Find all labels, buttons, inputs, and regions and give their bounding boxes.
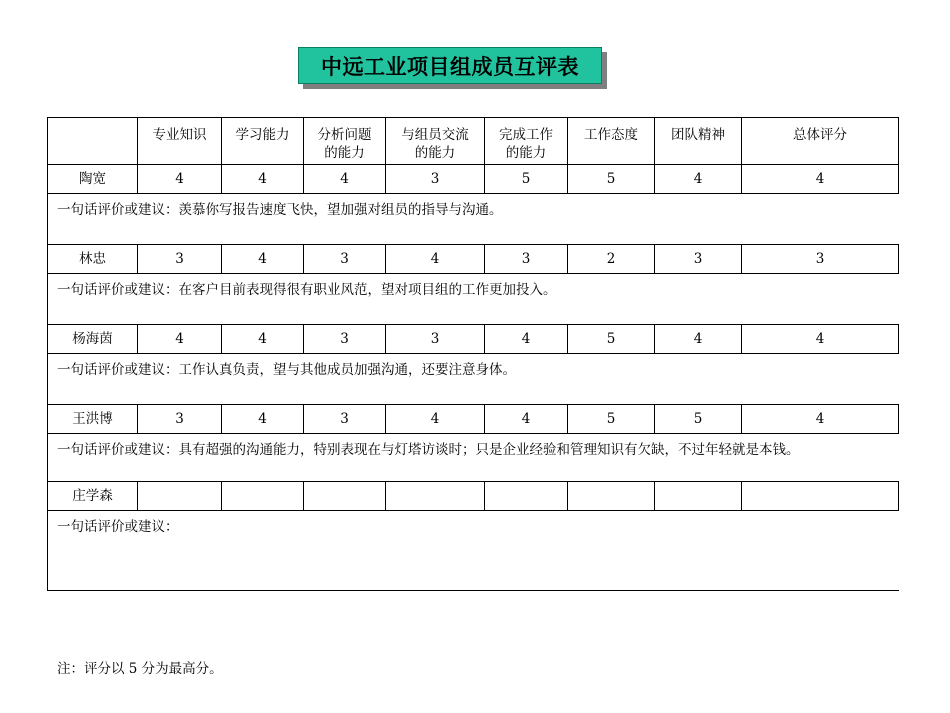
header-cell: 团队精神 (655, 118, 742, 165)
score-cell: 5 (568, 165, 655, 194)
score-cell: 5 (568, 405, 655, 434)
member-name: 陶宽 (48, 165, 138, 194)
score-cell (485, 482, 568, 511)
comment-text: 在客户目前表现得很有职业风范，望对项目组的工作更加投入。 (178, 282, 557, 298)
score-cell: 4 (304, 165, 386, 194)
score-cell (138, 482, 222, 511)
comment-text: 羡慕你写报告速度飞快，望加强对组员的指导与沟通。 (178, 202, 503, 218)
score-cell: 4 (485, 325, 568, 354)
score-cell: 3 (304, 325, 386, 354)
header-cell: 总体评分 (742, 118, 899, 165)
header-cell: 专业知识 (138, 118, 222, 165)
comment-label: 一句话评价或建议： (57, 442, 179, 458)
comment-label: 一句话评价或建议： (57, 202, 179, 218)
member-score-row (48, 405, 899, 434)
score-cell: 3 (655, 245, 742, 274)
score-cell: 4 (742, 325, 899, 354)
score-cell (655, 482, 742, 511)
score-cell: 5 (485, 165, 568, 194)
member-comment-row (48, 274, 899, 325)
score-cell: 4 (222, 325, 304, 354)
header-cell: 工作态度 (568, 118, 655, 165)
score-cell: 3 (138, 405, 222, 434)
member-name: 庄学森 (48, 482, 138, 511)
score-cell: 3 (386, 325, 485, 354)
score-cell: 4 (222, 405, 304, 434)
evaluation-table (47, 117, 899, 591)
score-cell: 3 (304, 245, 386, 274)
comment-cell (48, 194, 899, 245)
score-cell: 4 (742, 165, 899, 194)
header-row (48, 118, 899, 165)
comment-cell (48, 434, 899, 482)
score-cell: 3 (742, 245, 899, 274)
comment-text: 工作认真负责，望与其他成员加强沟通，还要注意身体。 (178, 362, 516, 378)
member-comment-row (48, 354, 899, 405)
member-comment-row (48, 194, 899, 245)
member-name: 林忠 (48, 245, 138, 274)
score-cell: 4 (742, 405, 899, 434)
member-score-row (48, 245, 899, 274)
score-cell: 3 (138, 245, 222, 274)
comment-text: 具有超强的沟通能力，特别表现在与灯塔访谈时；只是企业经验和管理知识有欠缺，不过年轻就是本钱。 (178, 442, 800, 458)
score-cell: 4 (655, 165, 742, 194)
score-cell: 3 (304, 405, 386, 434)
score-cell: 3 (485, 245, 568, 274)
score-cell: 4 (138, 165, 222, 194)
score-cell: 4 (138, 325, 222, 354)
header-cell: 完成工作 的能力 (485, 118, 568, 165)
footnote: 注：评分以 5 分为最高分。 (57, 661, 223, 677)
score-cell: 4 (655, 325, 742, 354)
header-cell: 学习能力 (222, 118, 304, 165)
page-title: 中远工业项目组成员互评表 (298, 47, 602, 84)
comment-cell (48, 354, 899, 405)
score-cell: 2 (568, 245, 655, 274)
comment-cell (48, 511, 899, 591)
score-cell: 4 (222, 245, 304, 274)
score-cell (304, 482, 386, 511)
score-cell: 4 (485, 405, 568, 434)
member-name: 杨海茵 (48, 325, 138, 354)
member-score-row (48, 325, 899, 354)
score-cell: 4 (222, 165, 304, 194)
score-cell: 4 (386, 405, 485, 434)
member-score-row (48, 165, 899, 194)
comment-label: 一句话评价或建议： (57, 362, 179, 378)
comment-label: 一句话评价或建议： (57, 519, 179, 535)
score-cell (386, 482, 485, 511)
comment-label: 一句话评价或建议： (57, 282, 179, 298)
header-cell: 与组员交流 的能力 (386, 118, 485, 165)
score-cell (742, 482, 899, 511)
score-cell: 4 (386, 245, 485, 274)
header-cell-blank (48, 118, 138, 165)
header-cell: 分析问题 的能力 (304, 118, 386, 165)
member-comment-row (48, 434, 899, 482)
score-cell (568, 482, 655, 511)
comment-cell (48, 274, 899, 325)
member-comment-row (48, 511, 899, 591)
score-cell: 5 (568, 325, 655, 354)
member-score-row (48, 482, 899, 511)
score-cell: 3 (386, 165, 485, 194)
score-cell: 5 (655, 405, 742, 434)
member-name: 王洪博 (48, 405, 138, 434)
score-cell (222, 482, 304, 511)
